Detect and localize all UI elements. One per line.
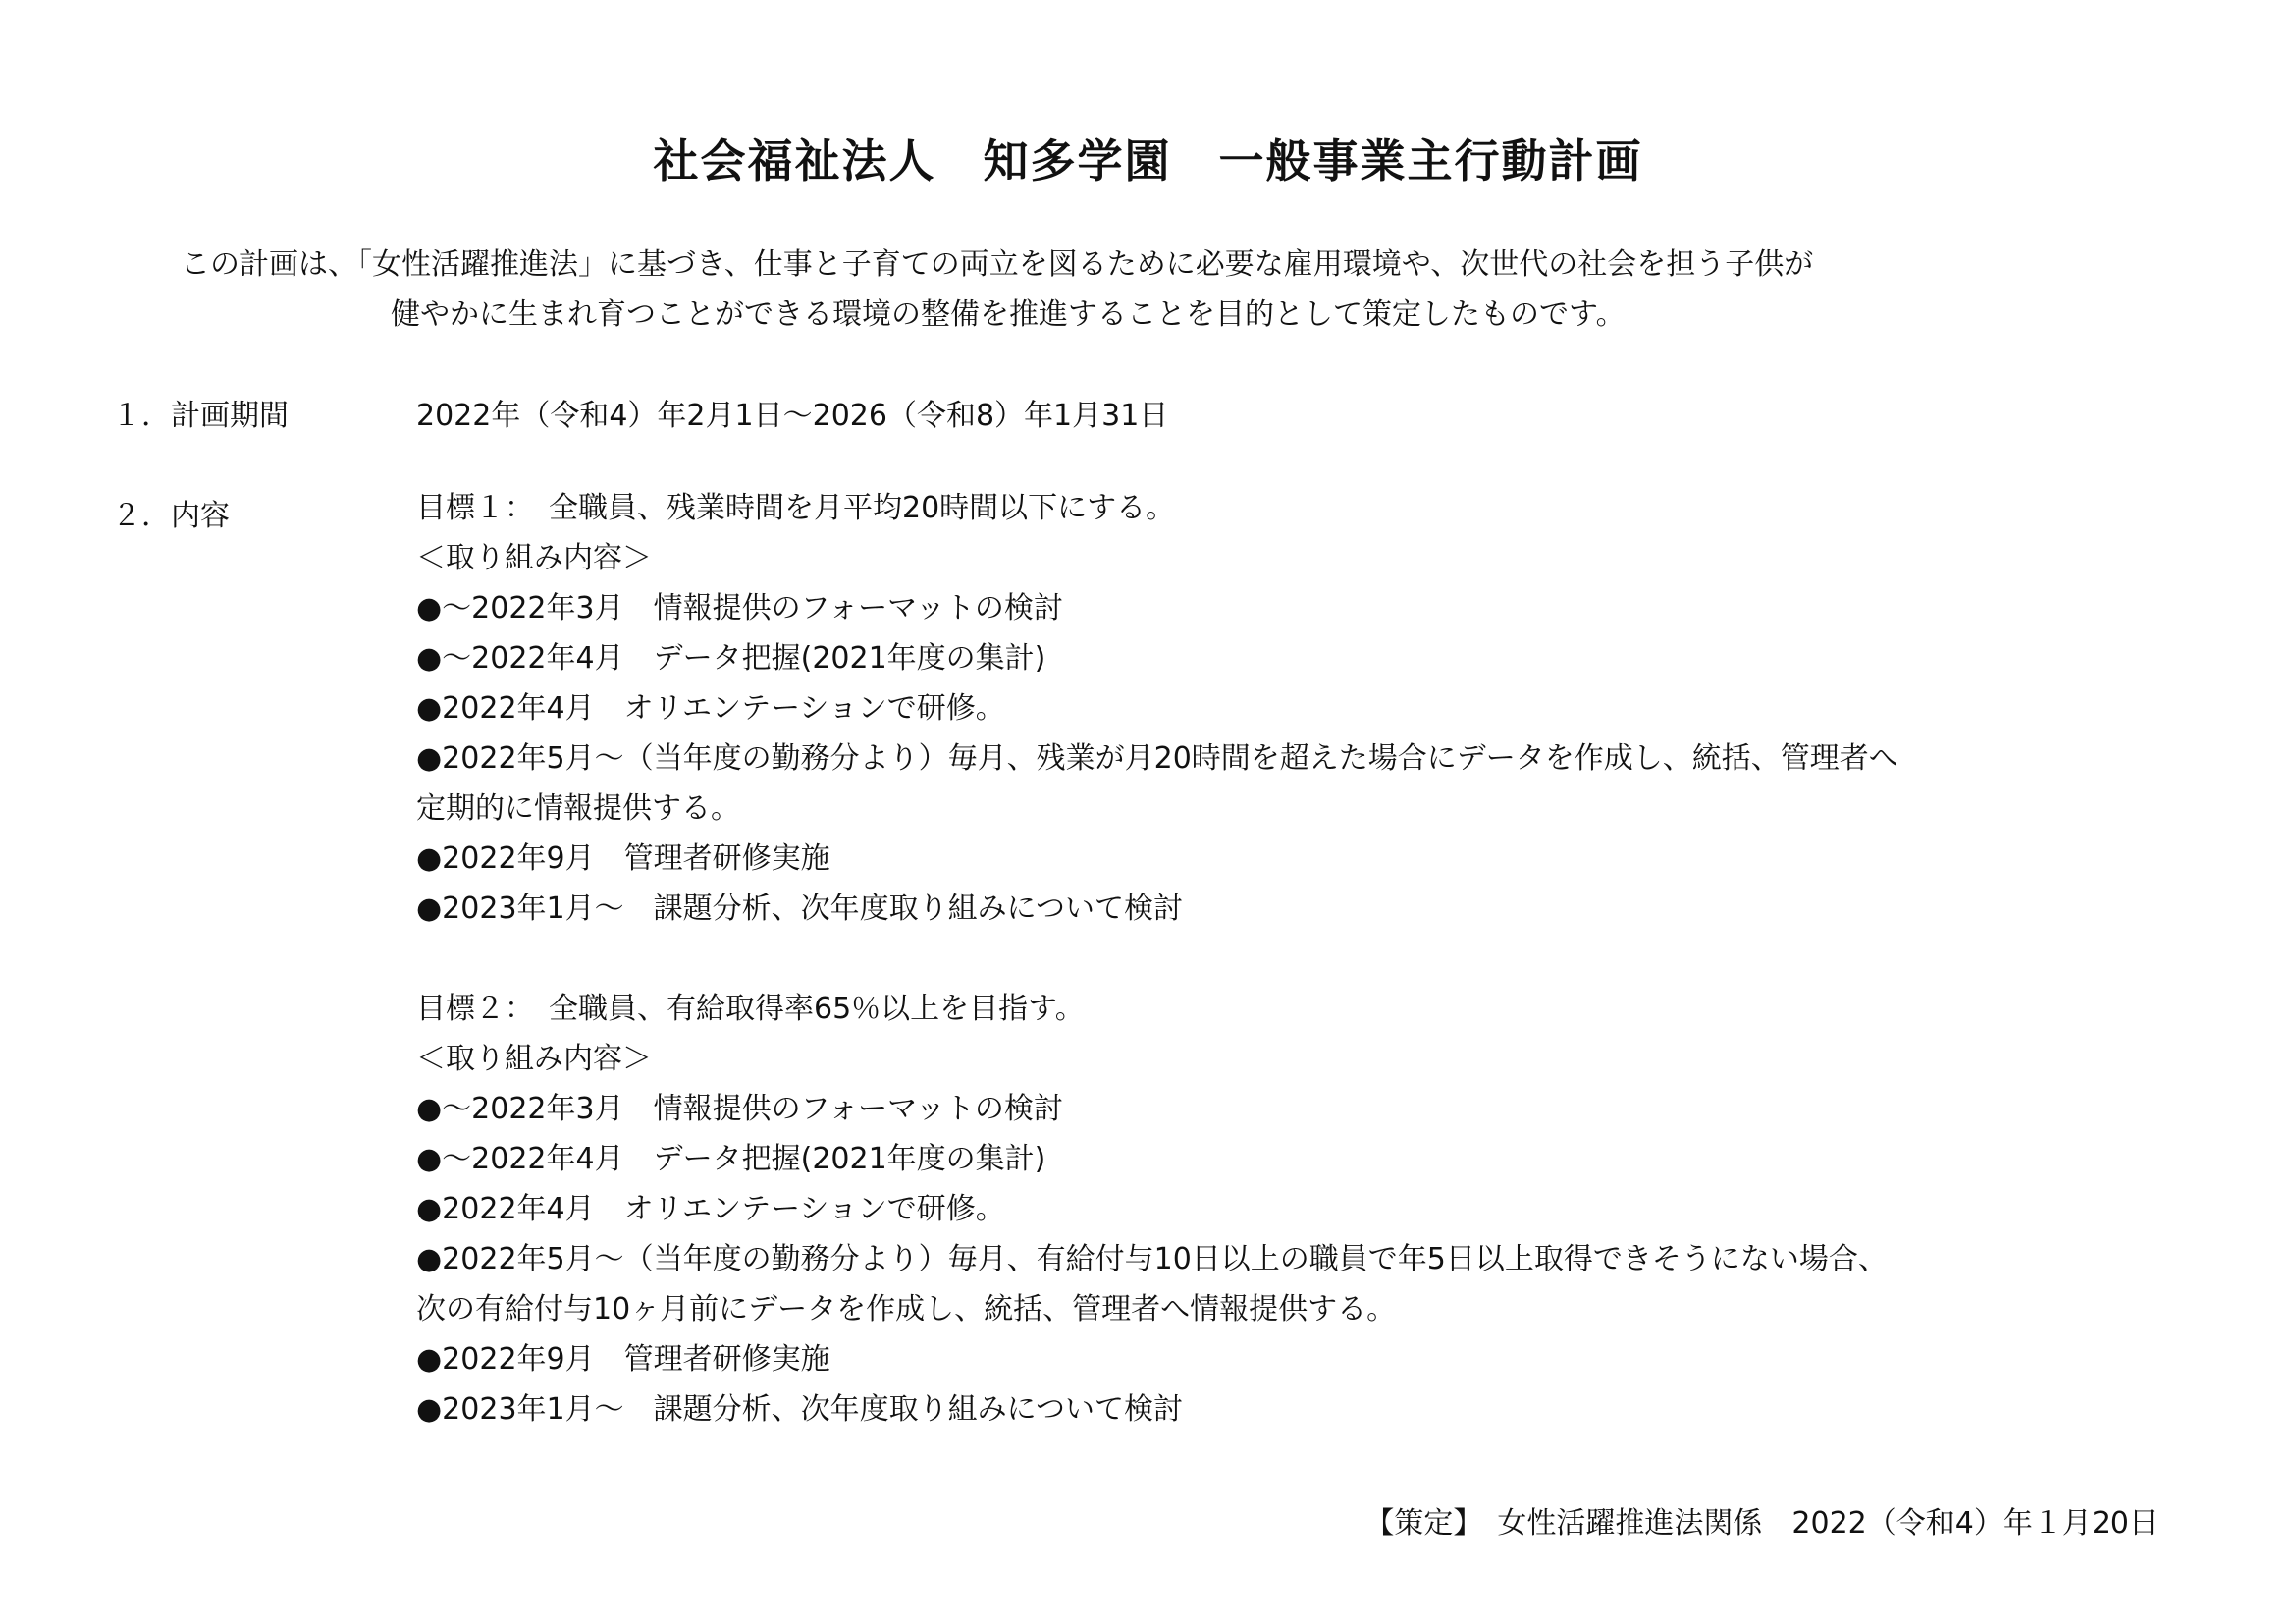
intro-line-1: この計画は、「女性活躍推進法」に基づき、仕事と子育ての両立を図るために必要な雇用環境や、次世代の社会を担う子供が <box>181 247 1814 282</box>
goal-2-item: ●2022年5月～（当年度の勤務分より）毎月、有給付与10日以上の職員で年5日以上取得できそうにない場合、 <box>416 1242 1888 1276</box>
goal-1-subhead: ＜取り組み内容＞ <box>416 541 652 575</box>
section-2-label: ２．内容 <box>112 499 230 533</box>
goal-1-item: ●2023年1月～ 課題分析、次年度取り組みについて検討 <box>416 892 1184 926</box>
section-1-label: １．計画期間 <box>112 399 289 433</box>
goal-2-item: ●2022年9月 管理者研修実施 <box>416 1342 830 1377</box>
formulation-footer: 【策定】 女性活躍推進法関係 2022（令和4）年１月20日 <box>1364 1506 2159 1541</box>
goal-2-item: ●～2022年4月 データ把握(2021年度の集計) <box>416 1142 1046 1176</box>
goal-1-item: ●～2022年4月 データ把握(2021年度の集計) <box>416 641 1046 676</box>
goal-2-item: ●～2022年3月 情報提供のフォーマットの検討 <box>416 1092 1063 1126</box>
goal-1-item-continued: 定期的に情報提供する。 <box>416 791 740 826</box>
goal-2-item-continued: 次の有給付与10ヶ月前にデータを作成し、統括、管理者へ情報提供する。 <box>416 1292 1397 1326</box>
plan-period-value: 2022年（令和4）年2月1日～2026（令和8）年1月31日 <box>416 399 1169 433</box>
goal-1-item: ●2022年9月 管理者研修実施 <box>416 841 830 876</box>
goal-1-title: 目標１： 全職員、残業時間を月平均20時間以下にする。 <box>416 491 1176 525</box>
goal-2-subhead: ＜取り組み内容＞ <box>416 1042 652 1076</box>
goal-2-title: 目標２： 全職員、有給取得率65％以上を目指す。 <box>416 992 1085 1026</box>
intro-line-2: 健やかに生まれ育つことができる環境の整備を推進することを目的として策定したものです。 <box>391 298 1626 332</box>
goal-1-item: ●2022年4月 オリエンテーションで研修。 <box>416 691 1005 726</box>
goal-1-item: ●2022年5月～（当年度の勤務分より）毎月、残業が月20時間を超えた場合にデータを作成し、統括、管理者へ <box>416 741 1898 776</box>
goal-2-item: ●2023年1月～ 課題分析、次年度取り組みについて検討 <box>416 1392 1184 1427</box>
goal-2-item: ●2022年4月 オリエンテーションで研修。 <box>416 1192 1005 1226</box>
document-title: 社会福祉法人 知多学園 一般事業主行動計画 <box>653 135 1643 188</box>
goal-1-item: ●～2022年3月 情報提供のフォーマットの検討 <box>416 591 1063 625</box>
